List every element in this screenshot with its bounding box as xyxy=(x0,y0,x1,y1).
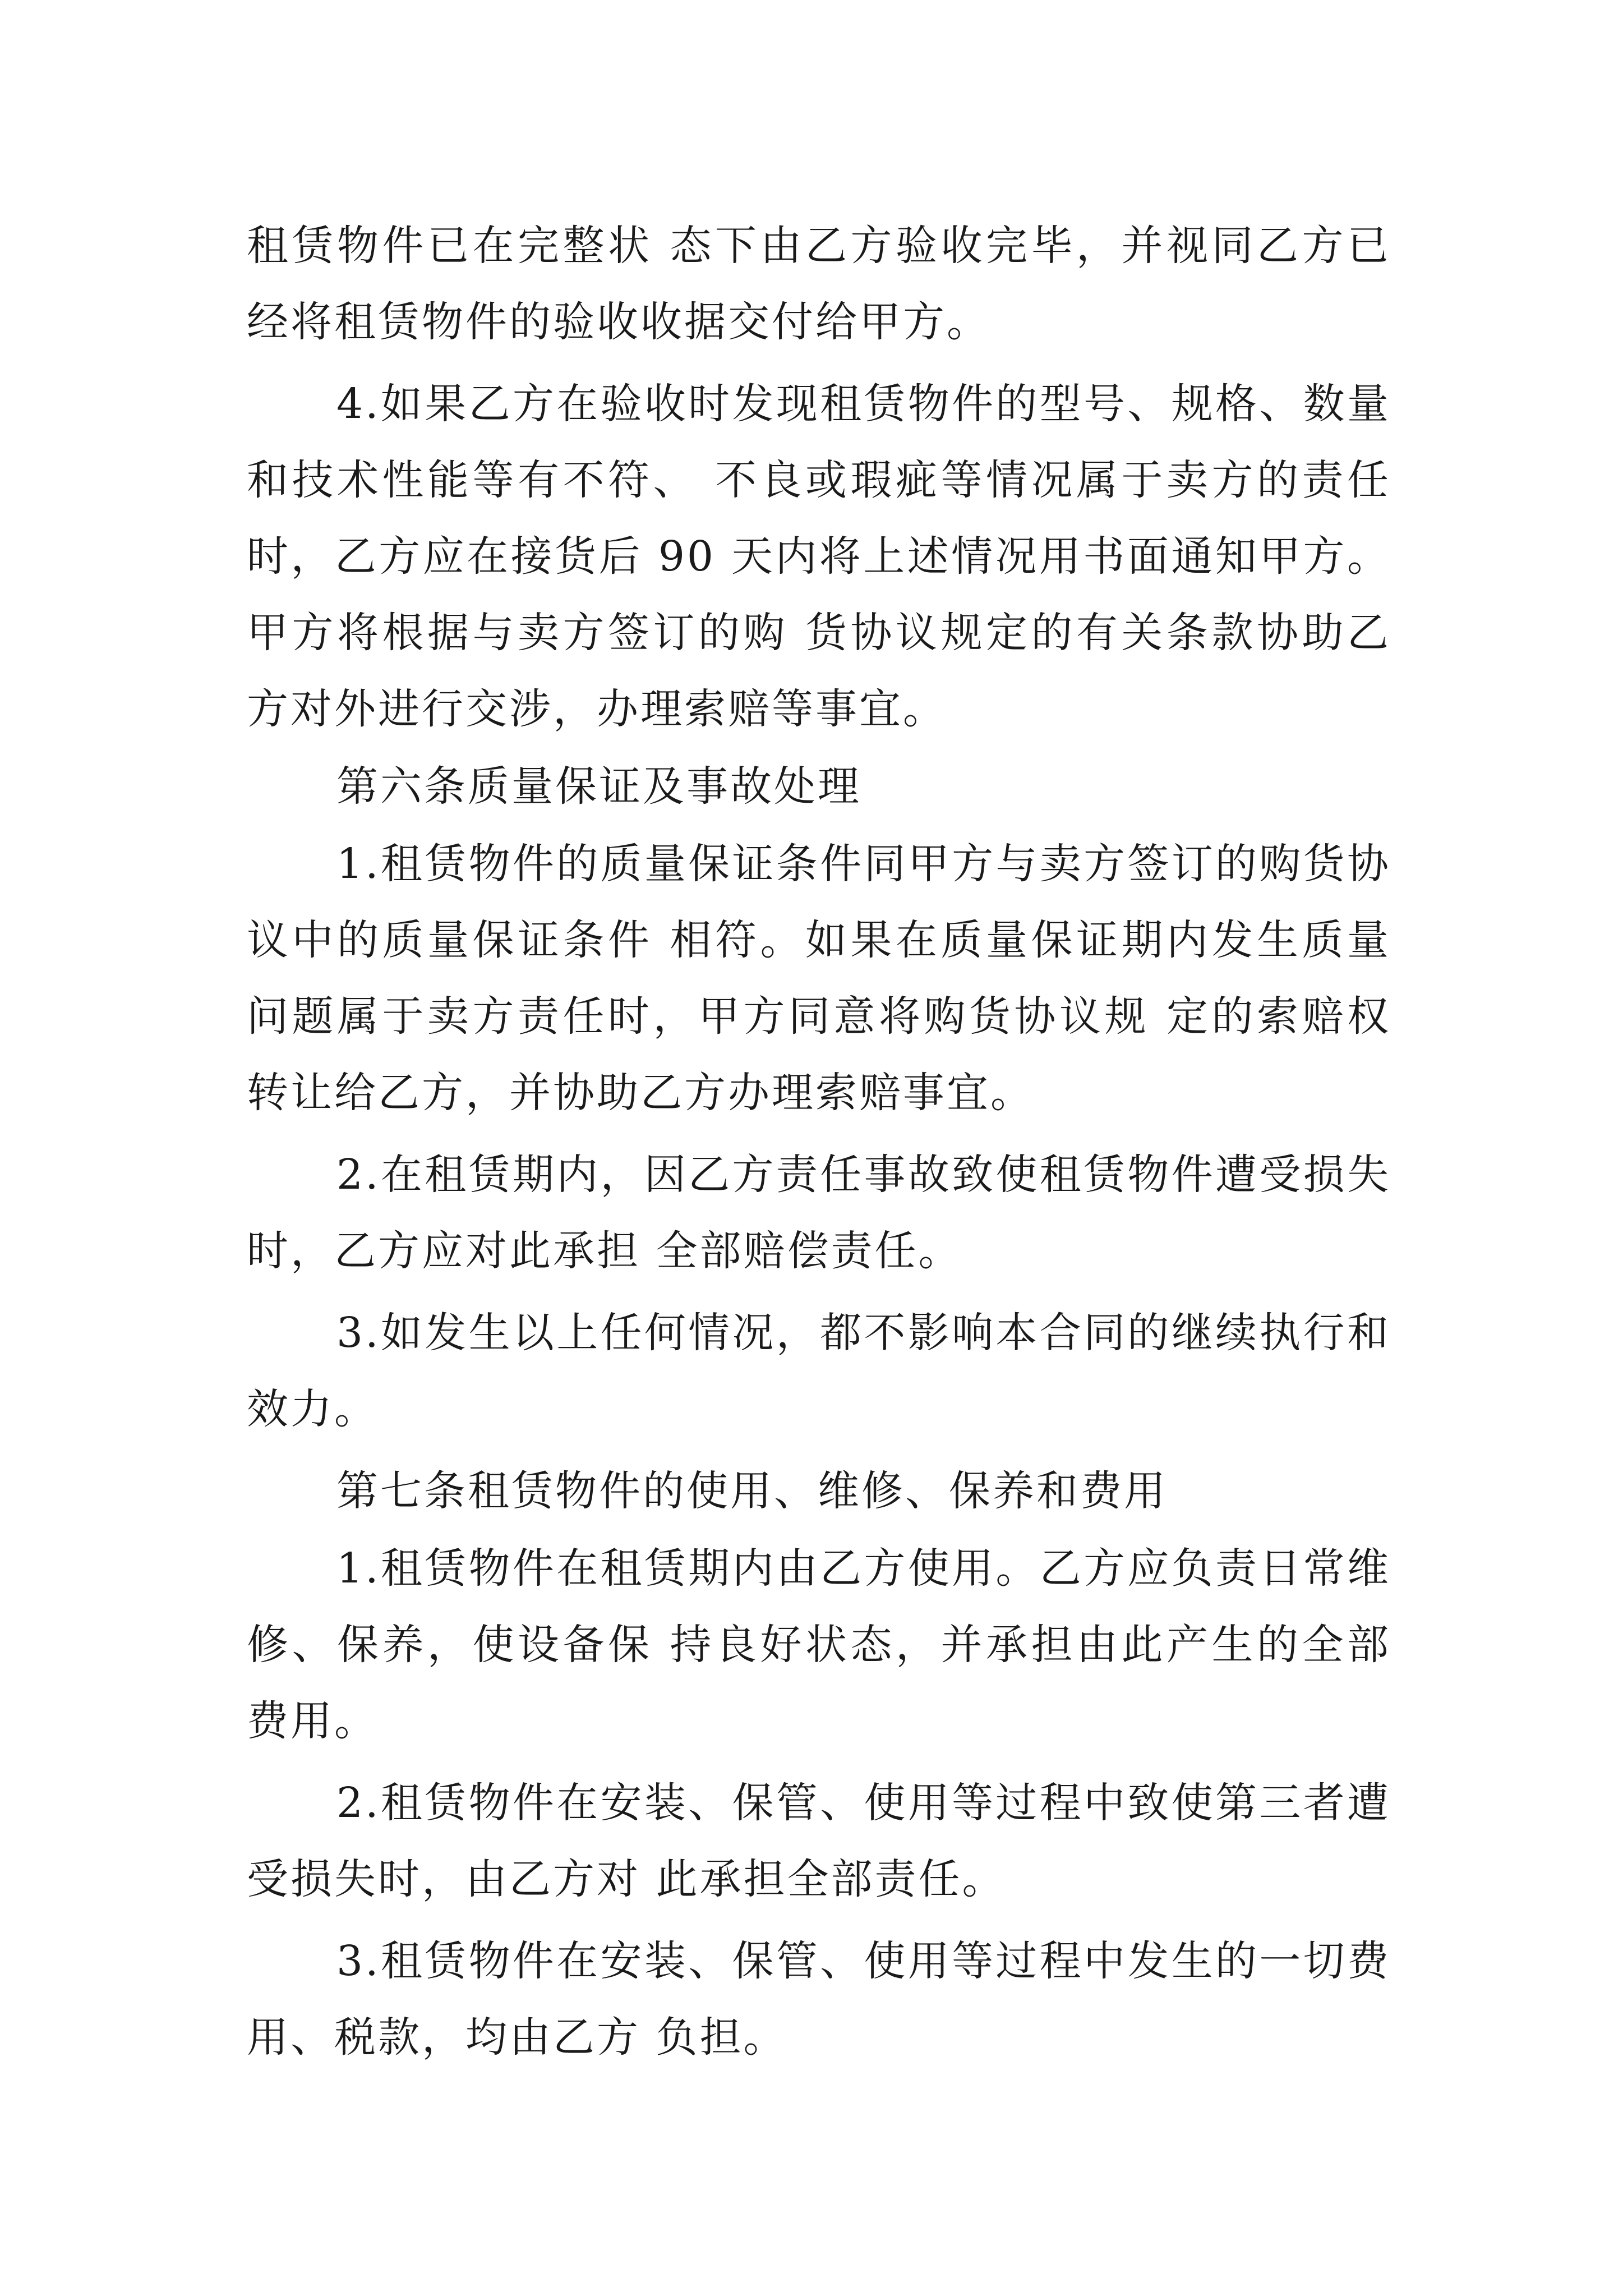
paragraph-article-6-item-3: 3.如发生以上任何情况，都不影响本合同的继续执行和效力。 xyxy=(247,1309,1391,1433)
paragraph-article-7-item-2: 2.租赁物件在安装、保管、使用等过程中致使第三者遭受损失时，由乙方对 此承担全部责任。 xyxy=(247,1779,1391,1903)
paragraph-article-6-item-1: 1.租赁物件的质量保证条件同甲方与卖方签订的购货协议中的质量保证条件 相符。如果在质量保证期内发生质量问题属于卖方责任时，甲方同意将购货协议规 定的索赔权转让给乙方，并协助乙方办理索赔事宜。 xyxy=(247,840,1391,1117)
paragraph-item-4-nonconformity: 4.如果乙方在验收时发现租赁物件的型号、规格、数量和技术性能等有不符、 不良或瑕疵等情况属于卖方的责任时，乙方应在接货后 90 天内将上述情况用书面通知甲方。甲方将根据与卖方签订的购 货协议规定的有关条款协助乙方对外进行交涉，办理索赔等事宜。 xyxy=(247,380,1391,733)
paragraph-article-6-item-2: 2.在租赁期内，因乙方责任事故致使租赁物件遭受损失时，乙方应对此承担 全部赔偿责任。 xyxy=(247,1151,1391,1275)
paragraph-article-7-item-1: 1.租赁物件在租赁期内由乙方使用。乙方应负责日常维修、保养，使设备保 持良好状态，并承担由此产生的全部费用。 xyxy=(247,1544,1391,1745)
section-heading-article-6: 第六条质量保证及事故处理 xyxy=(336,762,861,811)
section-heading-article-7: 第七条租赁物件的使用、维修、保养和费用 xyxy=(336,1467,1168,1515)
paragraph-article-7-item-3: 3.租赁物件在安装、保管、使用等过程中发生的一切费用、税款，均由乙方 负担。 xyxy=(247,1937,1391,2062)
paragraph-acceptance-continued: 租赁物件已在完整状 态下由乙方验收完毕，并视同乙方已经将租赁物件的验收收据交付给甲方。 xyxy=(247,222,1391,346)
document-body xyxy=(247,208,1391,2076)
